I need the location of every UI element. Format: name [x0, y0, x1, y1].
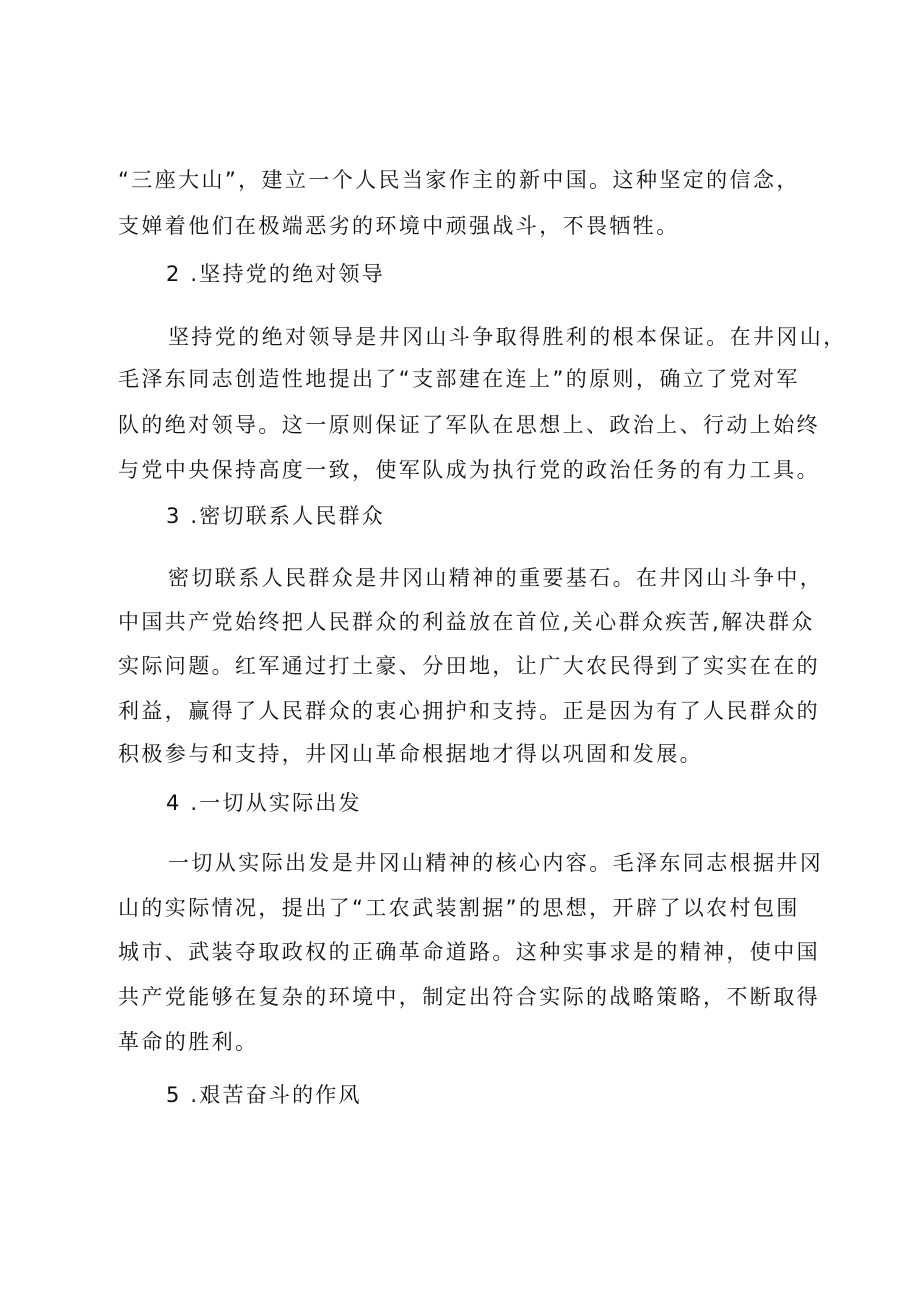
paragraph-3-line-3: 实际问题。红军通过打土豪、分田地，让广大农民得到了实实在在的	[118, 654, 820, 678]
paragraph-2-line-2: 毛泽东同志创造性地提出了“支部建在连上”的原则，确立了党对军	[118, 367, 800, 391]
paragraph-2-line-3: 队的绝对领导。这一原则保证了军队在思想上、政治上、行动上始终	[118, 413, 820, 437]
section-heading-3: 3 .密切联系人民群众	[166, 504, 385, 528]
section-heading-2: 2 .坚持党的绝对领导	[166, 262, 385, 286]
paragraph-4-line-2: 山的实际情况，提出了“工农武装割据”的思想，开辟了以农村包围	[118, 896, 800, 920]
paragraph-2-line-1: 坚持党的绝对领导是井冈山斗争取得胜利的根本保证。在井冈山，	[168, 325, 847, 349]
section-heading-5: 5 .艰苦奋斗的作风	[166, 1083, 362, 1107]
paragraph-4-line-1: 一切从实际出发是井冈山精神的核心内容。毛泽东同志根据井冈	[168, 851, 824, 875]
section-heading-4: 4 .一切从实际出发	[166, 791, 362, 815]
paragraph-4-line-5: 革命的胜利。	[118, 1030, 259, 1054]
paragraph-4-line-3: 城市、武装夺取政权的正确革命道路。这种实事求是的精神，使中国	[118, 940, 820, 964]
paragraph-3-line-4: 利益，赢得了人民群众的衷心拥护和支持。正是因为有了人民群众的	[118, 699, 820, 723]
paragraph-3-line-2: 中国共产党始终把人民群众的利益放在首位,关心群众疾苦,解决群众	[118, 610, 815, 634]
paragraph-4-line-4: 共产党能够在复杂的环境中，制定出符合实际的战略策略，不断取得	[118, 985, 820, 1009]
paragraph-1-line-1: “三座大山”，建立一个人民当家作主的新中国。这种坚定的信念，	[118, 168, 800, 192]
paragraph-3-line-1: 密切联系人民群众是井冈山精神的重要基石。在井冈山斗争中，	[168, 566, 824, 590]
paragraph-1-line-2: 支婵着他们在极端恶劣的环境中顽强战斗，不畏牺牲。	[118, 214, 680, 238]
paragraph-2-line-4: 与党中央保持高度一致，使军队成为执行党的政治任务的有力工具。	[118, 458, 820, 482]
paragraph-3-line-5: 积极参与和支持，井冈山革命根据地才得以巩固和发展。	[118, 742, 703, 766]
